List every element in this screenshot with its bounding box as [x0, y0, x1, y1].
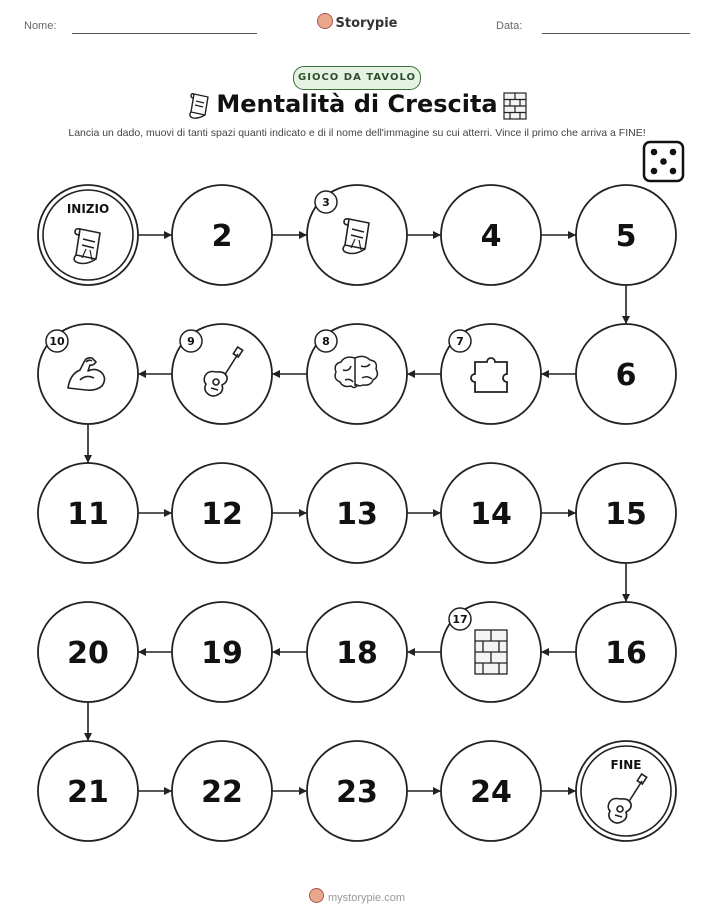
name-label: Nome:	[24, 20, 57, 32]
category-badge: GIOCO DA TAVOLO	[293, 66, 421, 90]
space-number: 16	[605, 636, 647, 671]
board-space-19	[172, 602, 272, 702]
board-space-4	[441, 185, 541, 285]
space-number: 14	[470, 497, 512, 532]
space-number-badge	[449, 608, 471, 630]
board-space-21	[38, 741, 138, 841]
board-space-2	[172, 185, 272, 285]
space-number-badge	[315, 330, 337, 352]
board-space-17	[441, 602, 541, 702]
space-number: 7	[456, 335, 464, 348]
space-number: 2	[211, 219, 233, 254]
board-space-24	[441, 741, 541, 841]
space-number: 22	[201, 775, 243, 810]
path-arrow	[541, 231, 576, 239]
board-space-3	[307, 185, 407, 285]
board-space-inizio	[38, 185, 138, 285]
space-number: 4	[480, 219, 502, 254]
brick-wall-icon	[475, 630, 507, 674]
path-arrow	[272, 648, 307, 656]
brand-name: Storypie	[335, 16, 398, 31]
path-arrow	[407, 787, 441, 795]
space-number: 12	[201, 497, 243, 532]
board-space-15	[576, 463, 676, 563]
path-arrow	[272, 370, 307, 378]
path-arrow	[272, 787, 307, 795]
board-space-9	[172, 324, 272, 424]
board-space-11	[38, 463, 138, 563]
path-arrow	[407, 231, 441, 239]
space-number: 19	[201, 636, 243, 671]
path-arrow	[138, 509, 172, 517]
path-arrow	[138, 231, 172, 239]
board-space-22	[172, 741, 272, 841]
board-space-18	[307, 602, 407, 702]
space-number: 6	[615, 358, 637, 393]
space-number-badge	[46, 330, 68, 352]
footer	[0, 888, 714, 904]
dice-icon	[644, 142, 683, 181]
space-number: 15	[605, 497, 647, 532]
path-arrow	[84, 424, 92, 463]
space-number: 18	[336, 636, 378, 671]
board-space-8	[307, 324, 407, 424]
path-arrow	[84, 702, 92, 741]
board-space-20	[38, 602, 138, 702]
board-space-6	[576, 324, 676, 424]
storypie-logo-icon	[309, 888, 324, 903]
path-arrow	[407, 509, 441, 517]
space-number: 10	[49, 335, 65, 348]
space-number: 13	[336, 497, 378, 532]
page-title: Mentalità di Crescita	[216, 90, 498, 118]
space-number: 21	[67, 775, 109, 810]
space-label: INIZIO	[66, 202, 110, 216]
space-label: FINE	[610, 758, 642, 772]
path-arrow	[407, 370, 441, 378]
path-arrow	[138, 370, 172, 378]
board-space-16	[576, 602, 676, 702]
board-space-10	[38, 324, 138, 424]
space-number: 3	[322, 196, 330, 209]
space-number: 11	[67, 497, 109, 532]
space-number-badge	[180, 330, 202, 352]
board-space-14	[441, 463, 541, 563]
path-arrow	[622, 563, 630, 602]
space-number-badge	[315, 191, 337, 213]
path-arrow	[272, 509, 307, 517]
space-number: 5	[615, 219, 637, 254]
space-number: 17	[452, 613, 468, 626]
space-number-badge	[449, 330, 471, 352]
space-number: 8	[322, 335, 330, 348]
board-space-7	[441, 324, 541, 424]
space-number: 9	[187, 335, 195, 348]
footer-url: mystorypie.com	[327, 892, 406, 904]
board-space-5	[576, 185, 676, 285]
space-number: 23	[336, 775, 378, 810]
path-arrow	[541, 509, 576, 517]
space-number: 24	[470, 775, 512, 810]
board-space-fine	[576, 741, 676, 841]
path-arrow	[622, 285, 630, 324]
path-arrow	[541, 648, 576, 656]
path-arrow	[138, 787, 172, 795]
board-space-12	[172, 463, 272, 563]
space-number: 20	[67, 636, 109, 671]
instructions-text: Lancia un dado, muovi di tanti spazi quanti indicato e di il nome dell'immagine su cui atterri. Vince il primo che arriva a FINE!	[68, 127, 646, 139]
path-arrow	[541, 370, 576, 378]
puzzle-icon	[471, 358, 507, 392]
board-space-13	[307, 463, 407, 563]
date-label: Data:	[496, 20, 523, 32]
path-arrow	[272, 231, 307, 239]
path-arrow	[138, 648, 172, 656]
board-space-23	[307, 741, 407, 841]
path-arrow	[407, 648, 441, 656]
path-arrow	[541, 787, 576, 795]
